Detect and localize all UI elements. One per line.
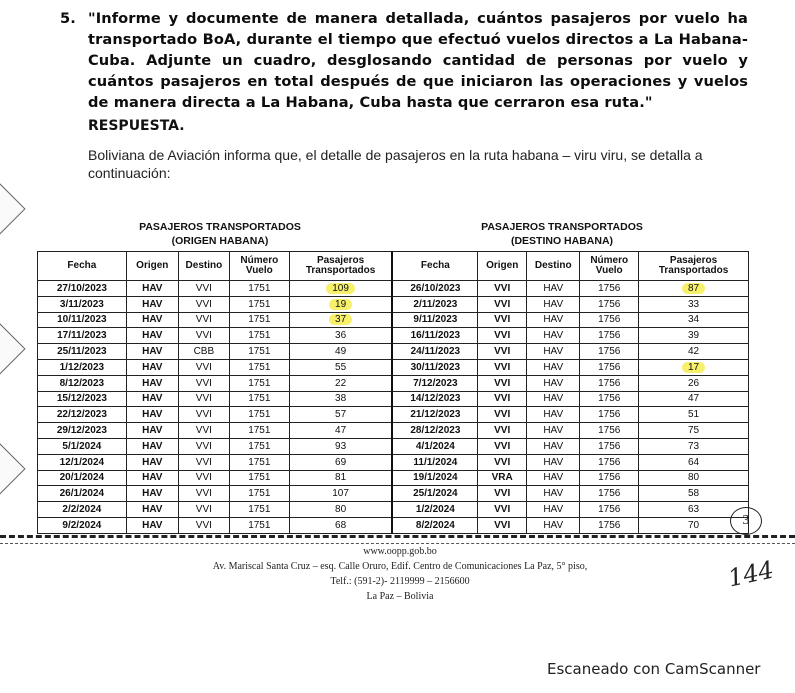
scanner-watermark: Escaneado con CamScanner xyxy=(547,660,761,678)
table-cell: HAV xyxy=(126,438,178,454)
table-cell: 1756 xyxy=(580,296,639,312)
table-cell xyxy=(639,359,749,375)
table-row xyxy=(38,375,749,391)
table-cell: 17/11/2023 xyxy=(38,328,127,344)
caption-line: (ORIGEN HABANA) xyxy=(171,235,269,247)
table-cell: 1751 xyxy=(229,312,289,328)
table-cell: 1756 xyxy=(580,470,639,486)
table-row xyxy=(38,407,749,423)
highlighted-value: 109 xyxy=(326,283,355,294)
table-cell: HAV xyxy=(527,454,580,470)
table-row xyxy=(38,328,749,344)
table-cell: 93 xyxy=(289,438,392,454)
table-cell: 38 xyxy=(289,391,392,407)
table-cell xyxy=(289,312,392,328)
table-cell: 51 xyxy=(639,407,749,423)
column-header: Fecha xyxy=(38,252,127,281)
table-cell: 1751 xyxy=(229,407,289,423)
table-cell: HAV xyxy=(527,486,580,502)
table-cell: HAV xyxy=(527,375,580,391)
letterhead-footer xyxy=(100,544,700,604)
table-cell: HAV xyxy=(126,391,178,407)
footer-divider xyxy=(0,535,795,538)
table-cell: 5/1/2024 xyxy=(38,438,127,454)
table-cell: VVI xyxy=(478,438,527,454)
table-cell: 2/11/2023 xyxy=(392,296,477,312)
table-cell: VVI xyxy=(478,296,527,312)
footer-address: Av. Mariscal Santa Cruz – esq. Calle Oruro, Edif. Centro de Comunicaciones La Paz, 5° piso, xyxy=(212,561,588,572)
table-cell: 1756 xyxy=(580,502,639,518)
table-cell: 1751 xyxy=(229,344,289,360)
table-cell: 81 xyxy=(289,470,392,486)
table-cell: 47 xyxy=(639,391,749,407)
table-cell: VVI xyxy=(178,423,229,439)
table-cell: 29/12/2023 xyxy=(38,423,127,439)
table-cell: VVI xyxy=(478,407,527,423)
table-cell: VVI xyxy=(178,407,229,423)
table-cell: 107 xyxy=(289,486,392,502)
table-row xyxy=(38,438,749,454)
table-cell: 49 xyxy=(289,344,392,360)
highlighted-value: 87 xyxy=(682,283,705,294)
table-cell: VVI xyxy=(178,391,229,407)
passenger-table xyxy=(37,251,749,534)
table-row xyxy=(38,296,749,312)
caption-line: PASAJEROS TRANSPORTADOS xyxy=(481,221,643,233)
footer-phone: Telf.: (591-2)- 2119999 – 2156600 xyxy=(330,576,470,587)
table-cell: VVI xyxy=(178,486,229,502)
table-cell: 42 xyxy=(639,344,749,360)
table-cell: 1751 xyxy=(229,470,289,486)
table-cell: 1751 xyxy=(229,486,289,502)
handwritten-page-number: 144 xyxy=(725,555,777,593)
table-cell: 1751 xyxy=(229,438,289,454)
table-cell: 1751 xyxy=(229,423,289,439)
page-mark: 3 xyxy=(730,507,762,535)
binder-hole-decoration xyxy=(0,443,26,498)
table-cell: HAV xyxy=(126,328,178,344)
table-cell: HAV xyxy=(126,359,178,375)
table-cell: 80 xyxy=(639,470,749,486)
table-cell: VVI xyxy=(178,438,229,454)
table-row xyxy=(38,359,749,375)
highlighted-value: 19 xyxy=(329,299,352,310)
table-cell: 16/11/2023 xyxy=(392,328,477,344)
table-cell: 33 xyxy=(639,296,749,312)
table-body xyxy=(38,281,749,534)
table-cell: HAV xyxy=(527,391,580,407)
table-cell: 26/1/2024 xyxy=(38,486,127,502)
table-cell: 63 xyxy=(639,502,749,518)
highlighted-value: 17 xyxy=(682,362,705,373)
table-cell: 1751 xyxy=(229,296,289,312)
table-cell: 1756 xyxy=(580,517,639,533)
footer-web: www.oopp.gob.bo xyxy=(363,546,437,557)
table-cell: 70 xyxy=(639,517,749,533)
column-header: Origen xyxy=(126,252,178,281)
table-cell: HAV xyxy=(126,423,178,439)
table-cell: 1756 xyxy=(580,312,639,328)
table-cell: HAV xyxy=(126,517,178,533)
table-cell: 1751 xyxy=(229,281,289,297)
table-cell: 4/1/2024 xyxy=(392,438,477,454)
table-cell: 1751 xyxy=(229,517,289,533)
table-cell: HAV xyxy=(527,312,580,328)
table-cell: VVI xyxy=(478,517,527,533)
column-header: Origen xyxy=(478,252,527,281)
table-cell: VVI xyxy=(178,312,229,328)
table-cell: HAV xyxy=(126,281,178,297)
table-cell: VVI xyxy=(478,344,527,360)
table-cell: VVI xyxy=(178,454,229,470)
table-cell: VVI xyxy=(478,328,527,344)
table-cell: 22 xyxy=(289,375,392,391)
table-cell: 1756 xyxy=(580,438,639,454)
table-cell: 22/12/2023 xyxy=(38,407,127,423)
table-cell: 21/12/2023 xyxy=(392,407,477,423)
table-cell: HAV xyxy=(126,454,178,470)
table-cell: HAV xyxy=(527,438,580,454)
table-cell: 1756 xyxy=(580,328,639,344)
table-cell: 1756 xyxy=(580,281,639,297)
table-row xyxy=(38,502,749,518)
table-cell: HAV xyxy=(527,423,580,439)
table-row xyxy=(38,486,749,502)
table-cell: 19/1/2024 xyxy=(392,470,477,486)
table-cell: 10/11/2023 xyxy=(38,312,127,328)
table-cell: 1756 xyxy=(580,375,639,391)
table-row xyxy=(38,281,749,297)
table-cell: HAV xyxy=(126,375,178,391)
table-cell: 8/12/2023 xyxy=(38,375,127,391)
table-cell: 27/10/2023 xyxy=(38,281,127,297)
table-cell: VVI xyxy=(478,312,527,328)
table-cell: VVI xyxy=(178,296,229,312)
highlighted-value: 37 xyxy=(329,314,352,325)
binder-hole-decoration xyxy=(0,323,26,378)
table-cell: 75 xyxy=(639,423,749,439)
table-cell: 11/1/2024 xyxy=(392,454,477,470)
table-cell: 30/11/2023 xyxy=(392,359,477,375)
table-cell: 9/11/2023 xyxy=(392,312,477,328)
table-cell: 1756 xyxy=(580,407,639,423)
table-row xyxy=(38,470,749,486)
table-cell: HAV xyxy=(126,486,178,502)
table-cell: 58 xyxy=(639,486,749,502)
table-cell xyxy=(639,281,749,297)
table-cell: 1756 xyxy=(580,454,639,470)
table-cell: VVI xyxy=(178,502,229,518)
table-cell: 1751 xyxy=(229,502,289,518)
table-cell: 20/1/2024 xyxy=(38,470,127,486)
table-row xyxy=(38,312,749,328)
table-cell: 68 xyxy=(289,517,392,533)
response-intro: Boliviana de Aviación informa que, el detalle de pasajeros en la ruta habana – viru viru, se detalla a continuación: xyxy=(88,147,703,181)
table-cell: 1751 xyxy=(229,454,289,470)
column-header: Número Vuelo xyxy=(229,252,289,281)
table-cell: 80 xyxy=(289,502,392,518)
table-cell: 1756 xyxy=(580,391,639,407)
table-cell: 25/11/2023 xyxy=(38,344,127,360)
table-cell: VVI xyxy=(478,359,527,375)
table-cell: HAV xyxy=(527,359,580,375)
table-cell: 24/11/2023 xyxy=(392,344,477,360)
table-cell: 47 xyxy=(289,423,392,439)
table-cell: 57 xyxy=(289,407,392,423)
table-cell: CBB xyxy=(178,344,229,360)
table-cell: 1756 xyxy=(580,359,639,375)
table-cell: 1756 xyxy=(580,486,639,502)
table-cell: 1/12/2023 xyxy=(38,359,127,375)
column-header: Pasajeros Transportados xyxy=(639,252,749,281)
caption-destination-habana xyxy=(462,220,662,248)
table-row xyxy=(38,517,749,533)
table-cell: 1751 xyxy=(229,359,289,375)
table-cell: VVI xyxy=(178,328,229,344)
table-cell: 26 xyxy=(639,375,749,391)
table-cell: 1/2/2024 xyxy=(392,502,477,518)
table-cell: HAV xyxy=(527,502,580,518)
table-cell: 9/2/2024 xyxy=(38,517,127,533)
table-cell: 36 xyxy=(289,328,392,344)
table-cell: VVI xyxy=(478,423,527,439)
table-cell: HAV xyxy=(527,344,580,360)
column-header: Fecha xyxy=(392,252,477,281)
column-header: Pasajeros Transportados xyxy=(289,252,392,281)
caption-line: PASAJEROS TRANSPORTADOS xyxy=(139,221,301,233)
table-cell: VVI xyxy=(178,281,229,297)
table-cell: 39 xyxy=(639,328,749,344)
table-cell: HAV xyxy=(527,296,580,312)
table-cell: 1756 xyxy=(580,423,639,439)
table-cell: VVI xyxy=(178,375,229,391)
table-cell: HAV xyxy=(126,312,178,328)
table-cell: 1751 xyxy=(229,328,289,344)
table-cell: 25/1/2024 xyxy=(392,486,477,502)
table-cell: HAV xyxy=(527,281,580,297)
table-cell: VVI xyxy=(178,517,229,533)
table-cell: VVI xyxy=(478,281,527,297)
caption-line: (DESTINO HABANA) xyxy=(510,235,614,247)
table-cell: HAV xyxy=(126,296,178,312)
table-cell: VVI xyxy=(478,502,527,518)
binder-hole-decoration xyxy=(0,183,26,238)
question-text: "Informe y documente de manera detallada, cuántos pasajeros por vuelo ha transportado BoA, durante el tiempo que efectuó vuelos directos a La Habana-Cuba. Adjunte un cuadro, desglosando cantidad de personas por vuelo y cuántos pasajeros en total después de que iniciaron las operaciones y vuelos de manera directa a La Habana, Cuba hasta que cerraron esa ruta." xyxy=(88,10,748,111)
table-cell: 34 xyxy=(639,312,749,328)
table-cell xyxy=(289,281,392,297)
table-cell: 15/12/2023 xyxy=(38,391,127,407)
column-header: Destino xyxy=(527,252,580,281)
question-number: 5. xyxy=(60,10,76,27)
table-cell: 55 xyxy=(289,359,392,375)
table-cell: VVI xyxy=(178,470,229,486)
table-cell: 1756 xyxy=(580,344,639,360)
table-cell: HAV xyxy=(126,470,178,486)
table-row xyxy=(38,391,749,407)
table-cell: HAV xyxy=(527,407,580,423)
table-row xyxy=(38,454,749,470)
table-cell: HAV xyxy=(527,470,580,486)
table-cell: VRA xyxy=(478,470,527,486)
table-cell: 7/12/2023 xyxy=(392,375,477,391)
table-cell: HAV xyxy=(527,328,580,344)
table-cell: 8/2/2024 xyxy=(392,517,477,533)
table-row xyxy=(38,423,749,439)
table-cell: VVI xyxy=(478,391,527,407)
response-heading: RESPUESTA. xyxy=(88,118,185,134)
table-cell: 1751 xyxy=(229,391,289,407)
table-cell: 12/1/2024 xyxy=(38,454,127,470)
table-cell: 69 xyxy=(289,454,392,470)
table-cell: 1751 xyxy=(229,375,289,391)
table-cell: HAV xyxy=(126,502,178,518)
table-cell: 3/11/2023 xyxy=(38,296,127,312)
table-cell: 26/10/2023 xyxy=(392,281,477,297)
table-cell: 28/12/2023 xyxy=(392,423,477,439)
table-header-row xyxy=(38,252,749,281)
table-cell: HAV xyxy=(126,407,178,423)
table-cell: VVI xyxy=(478,375,527,391)
table-cell: 73 xyxy=(639,438,749,454)
table-cell xyxy=(289,296,392,312)
table-cell: VVI xyxy=(478,454,527,470)
column-header: Destino xyxy=(178,252,229,281)
table-cell: 2/2/2024 xyxy=(38,502,127,518)
table-cell: 14/12/2023 xyxy=(392,391,477,407)
footer-city: La Paz – Bolivia xyxy=(366,591,434,602)
table-cell: VVI xyxy=(478,486,527,502)
table-cell: VVI xyxy=(178,359,229,375)
table-row xyxy=(38,344,749,360)
table-cell: HAV xyxy=(126,344,178,360)
column-header: Número Vuelo xyxy=(580,252,639,281)
caption-origin-habana xyxy=(120,220,320,248)
table-cell: HAV xyxy=(527,517,580,533)
table-cell: 64 xyxy=(639,454,749,470)
